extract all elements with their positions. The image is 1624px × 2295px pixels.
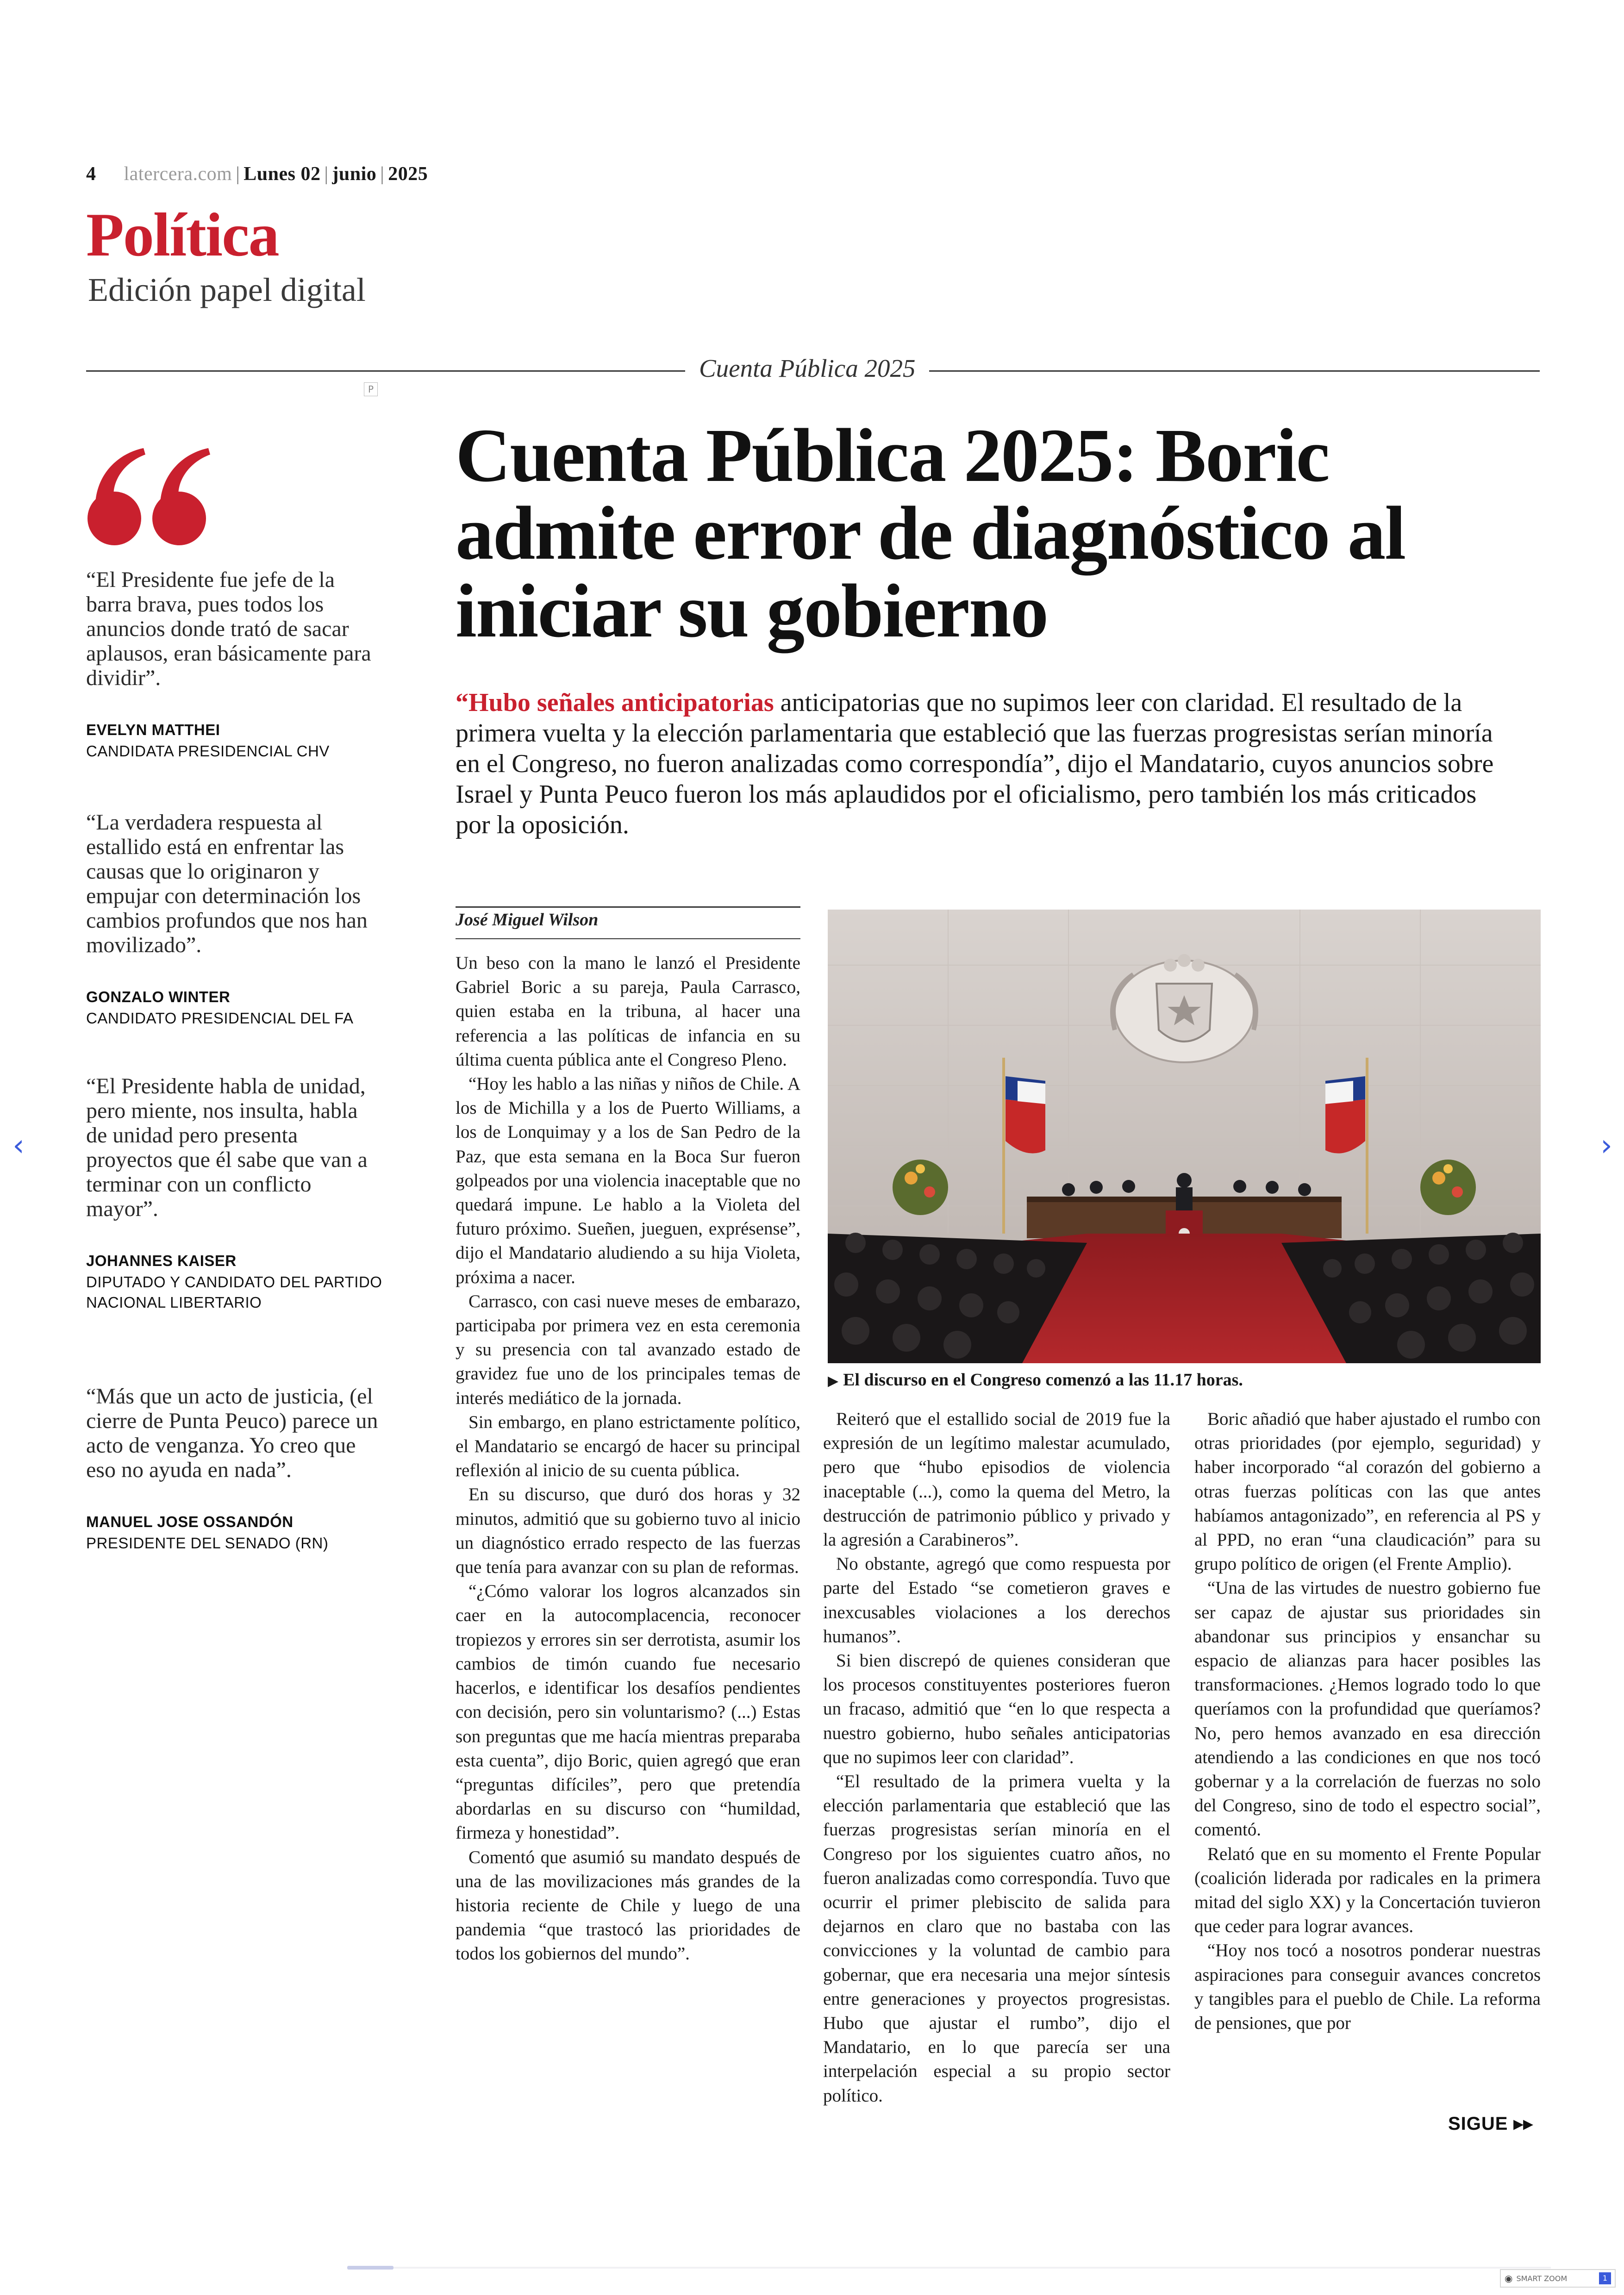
byline: José Miguel Wilson [456, 910, 599, 929]
quote-author: EVELYN MATTHEI [86, 721, 220, 738]
photo-caption [828, 1371, 1541, 1389]
article-lead [456, 687, 1497, 840]
article-column-1 [456, 951, 800, 1966]
byline-rule [456, 938, 800, 939]
paragraph: Relató que en su momento el Frente Popular (coalición liderada por radicales en la primera mitad del siglo XX) y la Concertación tuvieron que ceder para lograr avances. [1194, 1844, 1541, 1937]
smart-zoom-label: SMART ZOOM [1516, 2274, 1568, 2283]
quote-text: “Más que un acto de justicia, (el cierre de Punta Peuco) parece un acto de venganza. Yo creo que eso no ayuda en nada”. [86, 1384, 378, 1482]
paragraph: “Hoy nos tocó a nosotros ponderar nuestras aspiraciones para conseguir avances concretos y tangibles para el pueblo de Chile. La reforma de pensiones, que por [1194, 1940, 1541, 2033]
paragraph: Carrasco, con casi nueve meses de embarazo, participaba por primera vez en esta ceremonia y su presencia con tal avanzado estado de gravidez fue uno de los principales temas de interés mediático de la jornada. [456, 1291, 800, 1408]
eye-icon: ◉ [1505, 2273, 1513, 2284]
page-number: 4 [86, 163, 96, 185]
header-separator: | [324, 163, 329, 185]
quote-text: “La verdadera respuesta al estallido está en enfrentar las causas que lo originaron y empujar con determinación los cambios profundos que nos han movilizado”. [86, 810, 368, 957]
page-indicator: 1 [1599, 2272, 1611, 2284]
photo-caption-text: El discurso en el Congreso comenzó a las 11.17 horas. [843, 1370, 1243, 1390]
lead-text: anticipatorias que no supimos leer con claridad. El resultado de la primera vuelta y la elección parlamentaria que estableció que las fuerzas progresistas serían minoría en el Congreso, no fueron analizadas como correspondía”, dijo el Mandatario, cuyos anuncios sobre Israel y Punta Peuco fueron los más aplaudidos por el oficialismo, pero también los más criticados por la oposición. [456, 688, 1494, 839]
paragraph: Comentó que asumió su mandato después de una de las movilizaciones más grandes de la historia reciente de Chile y luego de una pandemia “que trastocó las prioridades de todos los gobiernos del mundo”. [456, 1847, 800, 1964]
pdf-marker-icon[interactable]: P [364, 382, 378, 396]
quote-author-role: CANDIDATA PRESIDENCIAL CHV [86, 742, 330, 760]
header-separator: | [236, 163, 240, 185]
quote-text: “El Presidente fue jefe de la barra brava, pues todos los anuncios donde trató de sacar aplausos, eran básicamente para dividir”. [86, 568, 371, 690]
header-year: 2025 [388, 163, 428, 185]
section-title: Política [86, 200, 279, 269]
quote-block [86, 810, 382, 1029]
quote-block [86, 568, 382, 761]
quote-author: GONZALO WINTER [86, 988, 231, 1005]
quote-author-role: PRESIDENTE DEL SENADO (RN) [86, 1534, 329, 1552]
page-header [86, 163, 428, 185]
page-scroll-thumb[interactable] [347, 2266, 394, 2270]
paragraph: Reiteró que el estallido social de 2019 fue la expresión de un legítimo malestar acumulado, pero que “hubo episodios de violencia inaceptable (...), como la quema del Metro, la destrucción de patrimonio público y privado y la agresión a Carabineros”. [823, 1409, 1170, 1550]
quote-text: “El Presidente habla de unidad, pero miente, nos insulta, habla de unidad pero presenta proyectos que él sabe que van a terminar con un conflicto mayor”. [86, 1074, 368, 1221]
smart-zoom-button[interactable] [1500, 2269, 1616, 2288]
quote-block [86, 1074, 382, 1313]
caption-arrow-icon: ▶ [828, 1373, 839, 1389]
page-scroll-track[interactable] [347, 2267, 1551, 2269]
quote-author-role: CANDIDATO PRESIDENCIAL DEL FA [86, 1010, 354, 1027]
chevron-right-icon[interactable]: › [1600, 1129, 1612, 1163]
paragraph: Si bien discrepó de quienes consideran que los procesos constituyentes posteriores fueron un fracaso, admitió que “en lo que respecta a nuestro gobierno, hubo señales anticipatorias que no supimos leer con claridad”. [823, 1651, 1170, 1767]
byline-rule [456, 906, 800, 908]
paragraph: Un beso con la mano le lanzó el Presidente Gabriel Boric a su pareja, Paula Carrasco, quien estaba en la tribuna, al hacer una referencia a las políticas de infancia en su última cuenta pública ante el Congreso Pleno. [456, 953, 800, 1070]
site-name: latercera.com [124, 163, 232, 185]
paragraph: No obstante, agregó que como respuesta por parte del Estado “se cometieron graves e inexcusables violaciones a los derechos humanos”. [823, 1554, 1170, 1646]
paragraph: “El resultado de la primera vuelta y la elección parlamentaria que estableció que las fuerzas progresistas serían minoría en el Congreso por los siguientes cuatro años, no fueron analizadas como correspondía. Tuvo que ocurrir el primer plebiscito de salida para dejarnos en claro que no bastaba con las convicciones y la voluntad de cambio para gobernar, que era necesaria una mejor síntesis entre generaciones y proyectos progresistas. Hubo que ajustar el rumbo”, dijo el Mandatario, en lo que parecía ser una interpelación especial a su propio sector político. [823, 1771, 1170, 2106]
paragraph: “Una de las virtudes de nuestro gobierno fue ser capaz de ajustar sus prioridades sin abandonar sus principios y ensanchar su espacio de alianzas para hacer posibles las transformaciones. ¿Hemos logrado todo lo que queríamos con la profundidad que queríamos? No, pero hemos avanzado en esa dirección atendiendo a las condiciones en que nos tocó gobernar y a la correlación de fuerzas no solo del Congreso, sino de todo el espectro social”, comentó. [1194, 1578, 1541, 1840]
kicker: Cuenta Pública 2025 [685, 355, 929, 381]
paragraph: Sin embargo, en plano estrictamente político, el Mandatario se encargó de hacer su principal reflexión al inicio de su cuenta pública. [456, 1412, 800, 1481]
quote-author-role: DIPUTADO Y CANDIDATO DEL PARTIDO NACIONAL LIBERTARIO [86, 1273, 382, 1311]
lead-highlight: “Hubo señales anticipatorias [456, 688, 774, 717]
quote-author: JOHANNES KAISER [86, 1252, 237, 1269]
header-separator: | [380, 163, 385, 185]
paragraph: Boric añadió que haber ajustado el rumbo con otras prioridades (por ejemplo, seguridad) y haber incorporado “al corazón del gobierno a otras fuerzas políticas con las que antes habíamos antagonizado”, en referencia al PS y al PPD, no eran “una claudicación” para su grupo político de origen (el Frente Amplio). [1194, 1409, 1541, 1574]
edition-label: Edición papel digital [88, 271, 366, 308]
article-column-3 [1194, 1407, 1541, 2035]
quote-block [86, 1384, 382, 1553]
article-photo[interactable] [828, 910, 1541, 1363]
congress-chamber-image [828, 910, 1541, 1363]
article-column-2 [823, 1407, 1170, 2108]
continue-label: SIGUE ▸▸ [1448, 2114, 1533, 2134]
quote-author: MANUEL JOSE OSSANDÓN [86, 1513, 294, 1530]
header-day: Lunes 02 [244, 163, 321, 185]
header-month: junio [332, 163, 377, 185]
paragraph: En su discurso, que duró dos horas y 32 minutos, admitió que su gobierno tuvo al inicio un diagnóstico errado respecto de las fuerzas que tenía para avanzar con su plan de reformas. [456, 1484, 800, 1578]
paragraph: “¿Cómo valorar los logros alcanzados sin caer en la autocomplacencia, reconocer tropiezos y errores sin ser derrotista, asumir los cambios de timón cuando fue necesario hacerlos, e identificar los desafíos pendientes con decisión, pero sin voluntarismo? (...) Estas son preguntas que me hacía mientras preparaba esta cuenta”, dijo Boric, quien agregó que eran “preguntas difíciles”, pero que pretendía abordarlas en su discurso con “humildad, firmeza y honestidad”. [456, 1581, 800, 1843]
paragraph: “Hoy les hablo a las niñas y niños de Chile. A los de Michilla y a los de Puerto Williams, a los de Lonquimay y a los de San Pedro de la Paz, que esta semana en la Boca Sur fueron golpeados por una violencia inaceptable que no quedará impune. Le hablo a la Violeta del futuro próximo. Sueñen, jueguen, exprésense”, dijo el Mandatario aludiendo a su hija Violeta, próxima a nacer. [456, 1074, 800, 1287]
chevron-left-icon[interactable]: ‹ [12, 1129, 25, 1163]
article-headline: Cuenta Pública 2025: Boric admite error de diagnóstico al iniciar su gobierno [456, 413, 1405, 653]
quote-mark-icon [84, 444, 219, 551]
